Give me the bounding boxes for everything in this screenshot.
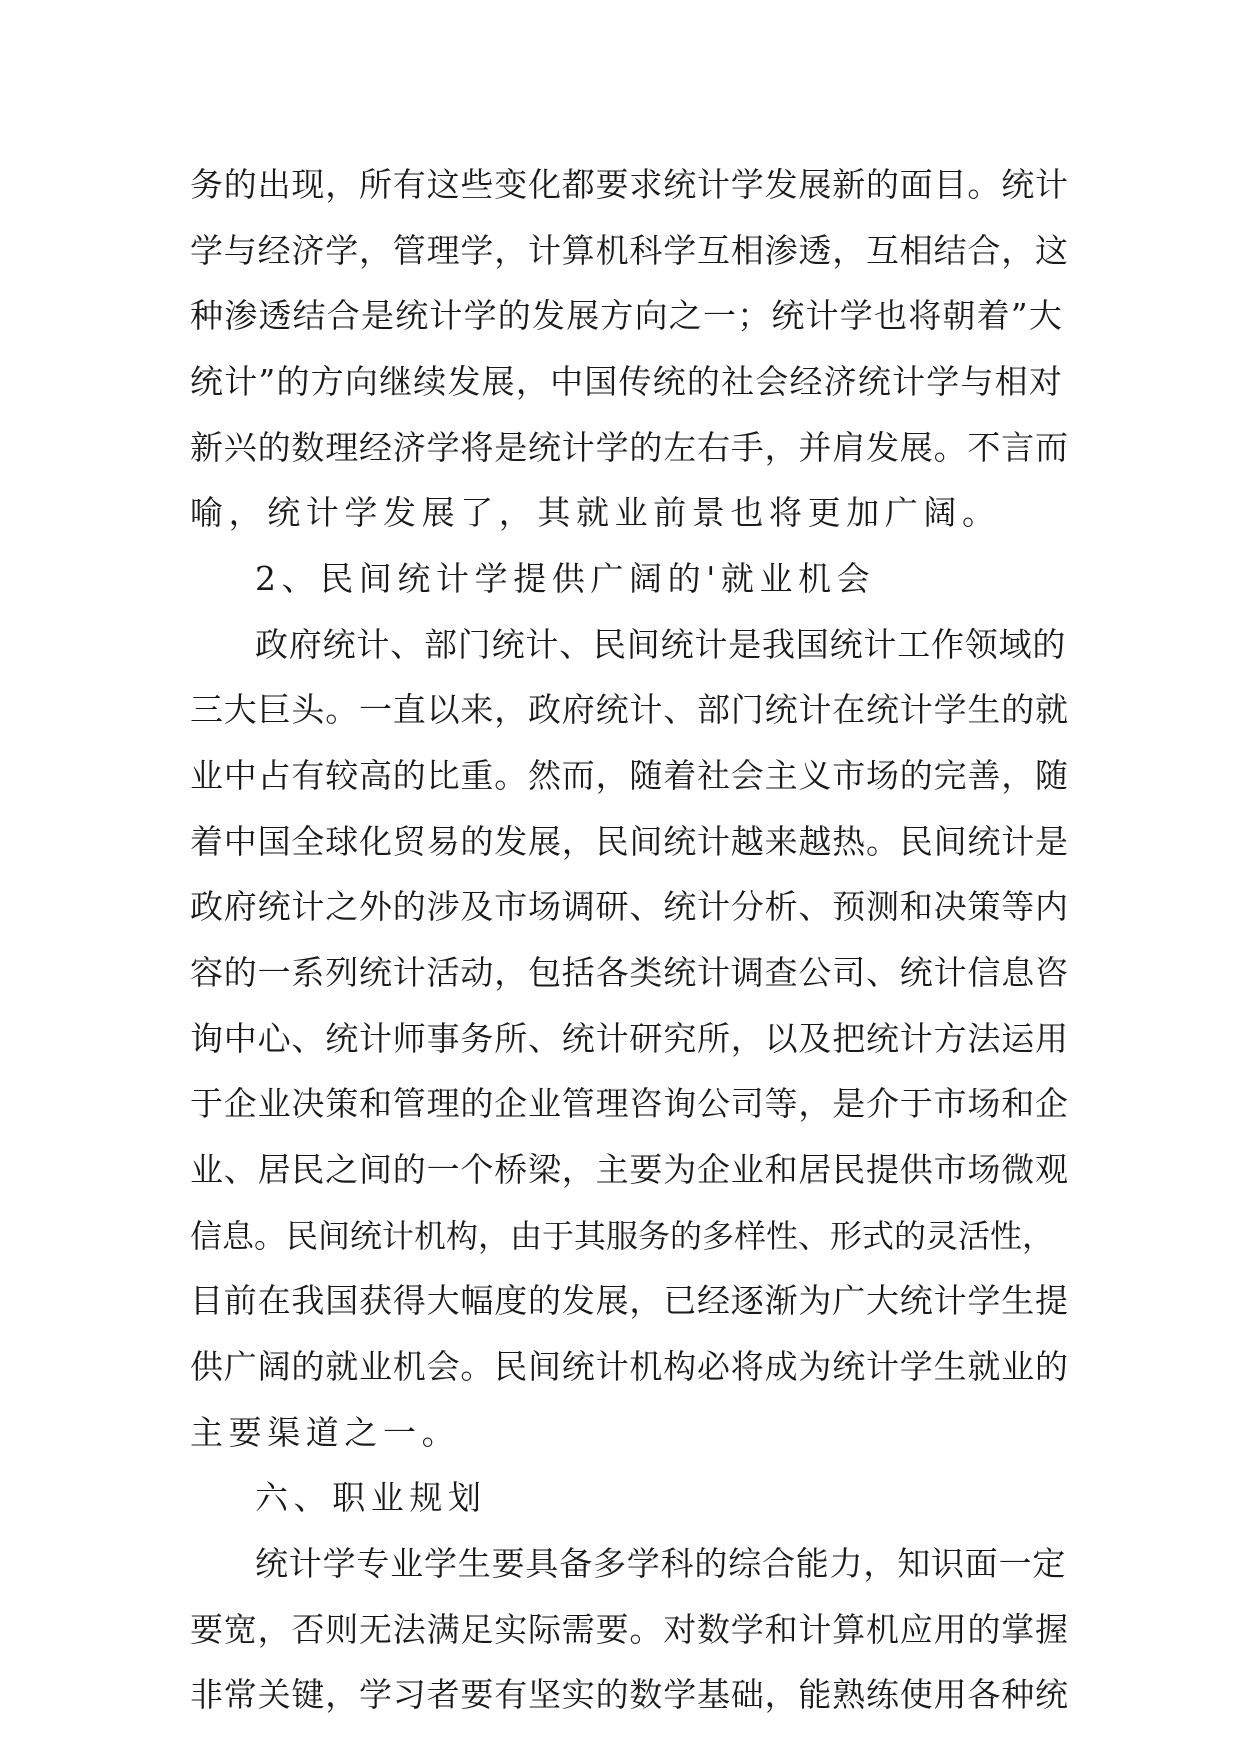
text-line: 统计”的方向继续发展，中国传统的社会经济统计学与相对 <box>190 362 1064 401</box>
text-line: 非常关键，学习者要有坚实的数学基础，能熟练使用各种统 <box>190 1675 1069 1714</box>
text-line: 要宽，否则无法满足实际需要。对数学和计算机应用的掌握 <box>190 1610 1069 1649</box>
text-line: 着中国全球化贸易的发展，民间统计越来越热。民间统计是 <box>190 822 1069 861</box>
text-line: 政府统计之外的涉及市场调研、统计分析、预测和决策等内 <box>190 887 1069 926</box>
section-heading: 2、民间统计学提供广阔的'就业机会 <box>255 559 876 598</box>
text-line: 容的一系列统计活动，包括各类统计调查公司、统计信息咨 <box>190 953 1069 992</box>
text-line: 喻，统计学发展了，其就业前景也将更加广阔。 <box>190 493 1001 532</box>
text-line: 询中心、统计师事务所、统计研究所，以及把统计方法运用 <box>190 1019 1069 1058</box>
section-heading: 六、职业规划 <box>255 1478 487 1517</box>
text-line: 主要渠道之一。 <box>190 1413 461 1452</box>
text-line: 信息。民间统计机构，由于其服务的多样性、形式的灵活性， <box>190 1217 1055 1255</box>
text-line: 统计学专业学生要具备多学科的综合能力，知识面一定 <box>255 1544 1067 1583</box>
text-line: 学与经济学，管理学，计算机科学互相渗透，互相结合，这 <box>190 231 1069 270</box>
text-line: 务的出现，所有这些变化都要求统计学发展新的面目。统计 <box>190 165 1069 204</box>
text-line: 业中占有较高的比重。然而，随着社会主义市场的完善，随 <box>190 756 1069 795</box>
text-line: 种渗透结合是统计学的发展方向之一；统计学也将朝着”大 <box>190 296 1064 335</box>
text-line: 业、居民之间的一个桥梁，主要为企业和居民提供市场微观 <box>190 1150 1069 1189</box>
text-line: 三大巨头。一直以来，政府统计、部门统计在统计学生的就 <box>190 690 1069 729</box>
text-line: 目前在我国获得大幅度的发展，已经逐渐为广大统计学生提 <box>190 1281 1069 1320</box>
text-line: 政府统计、部门统计、民间统计是我国统计工作领域的 <box>255 625 1067 664</box>
text-line: 供广阔的就业机会。民间统计机构必将成为统计学生就业的 <box>190 1347 1069 1386</box>
text-line: 新兴的数理经济学将是统计学的左右手，并肩发展。不言而 <box>190 428 1069 467</box>
text-line: 于企业决策和管理的企业管理咨询公司等，是介于市场和企 <box>190 1084 1069 1123</box>
